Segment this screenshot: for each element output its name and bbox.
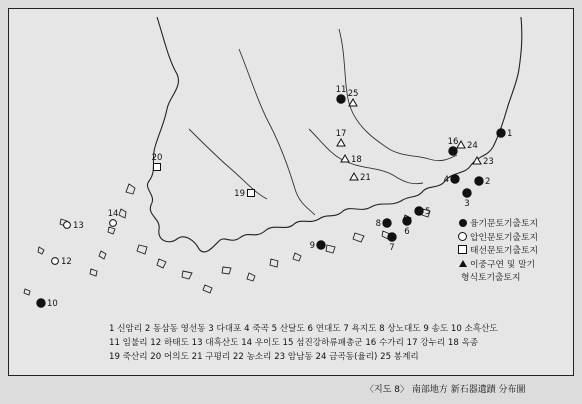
open-dot-marker xyxy=(52,258,59,265)
site-list-line: 11 임불리 12 하태도 13 대흑산도 14 우이도 15 섬진강하류패총군 16 수가리 17 강누리 18 옥종 xyxy=(109,338,479,348)
site-number-label: 24 xyxy=(467,141,478,151)
site-number-label: 23 xyxy=(483,157,494,167)
site-number-label: 6 xyxy=(404,227,410,237)
legend-label-open: 압인문토기출토지 xyxy=(470,232,538,243)
map-legend xyxy=(457,216,575,284)
site-number-label: 1 xyxy=(507,129,513,139)
square-marker xyxy=(154,164,161,171)
triangle-icon xyxy=(457,260,468,267)
map-canvas xyxy=(9,9,573,375)
site-number-label: 11 xyxy=(335,85,347,95)
square-icon xyxy=(457,245,468,254)
legend-label-continuation: 형식토기출토지 xyxy=(461,273,521,284)
filled-dot-marker xyxy=(37,299,45,307)
site-list-line: 1 신암리 2 동삼동 영선동 3 다대포 4 죽곡 5 산달도 6 연대도 7 욕지도 8 상노대도 9 송도 10 소흑산도 xyxy=(109,324,498,334)
site-number-label: 14 xyxy=(107,209,119,219)
map-frame xyxy=(8,8,574,376)
site-number-label: 16 xyxy=(447,137,459,147)
filled-dot-marker xyxy=(383,219,391,227)
site-number-label: 17 xyxy=(335,129,347,139)
site-number-label: 25 xyxy=(347,89,359,99)
site-number-label: 10 xyxy=(47,299,58,309)
legend-row-continuation xyxy=(457,270,575,284)
legend-label-triangle: 이중구연 및 말기 xyxy=(470,259,536,270)
legend-row-square xyxy=(457,243,575,257)
legend-row-filled xyxy=(457,216,575,230)
open-dot-icon xyxy=(457,232,468,241)
filled-dot-icon xyxy=(457,219,468,227)
map-caption: 〈지도 8〉 南部地方 新石器遺蹟 分布圖 xyxy=(365,385,526,395)
site-number-label: 4 xyxy=(443,175,449,185)
filled-dot-marker xyxy=(449,147,457,155)
filled-dot-marker xyxy=(463,189,471,197)
site-list xyxy=(109,322,579,364)
site-number-label: 12 xyxy=(61,257,72,267)
site-number-label: 19 xyxy=(234,189,245,199)
legend-label-filled: 융기문토기출토지 xyxy=(470,219,538,230)
site-number-label: 9 xyxy=(309,241,315,251)
site-number-label: 7 xyxy=(389,243,395,253)
filled-dot-marker xyxy=(403,217,411,225)
site-number-label: 3 xyxy=(464,199,470,209)
river-yeongsan xyxy=(189,129,267,199)
filled-dot-marker xyxy=(451,175,459,183)
filled-dot-marker xyxy=(415,207,423,215)
site-number-label: 18 xyxy=(351,155,362,165)
filled-dot-marker xyxy=(388,233,396,241)
filled-dot-marker xyxy=(317,241,325,249)
site-number-label: 20 xyxy=(151,153,163,163)
triangle-marker xyxy=(349,99,357,106)
site-number-label: 13 xyxy=(73,221,84,231)
island-group-southwest xyxy=(90,184,430,293)
triangle-marker xyxy=(341,155,349,162)
site-list-line: 19 죽산리 20 어의도 21 구평리 22 농소리 23 암남동 24 금곡동(율리) 25 봉계리 xyxy=(109,352,419,362)
legend-row-triangle xyxy=(457,257,575,271)
square-marker xyxy=(248,190,255,197)
legend-row-open xyxy=(457,230,575,244)
filled-dot-marker xyxy=(337,95,345,103)
legend-label-square: 태선문토기출토지 xyxy=(470,246,538,257)
site-number-label: 8 xyxy=(375,219,381,229)
open-dot-marker xyxy=(110,220,117,227)
triangle-marker xyxy=(337,139,345,146)
filled-dot-marker xyxy=(497,129,505,137)
triangle-marker xyxy=(350,173,358,180)
site-number-label: 21 xyxy=(360,173,371,183)
filled-dot-marker xyxy=(475,177,483,185)
site-number-label: 2 xyxy=(485,177,491,187)
site-number-label: 5 xyxy=(425,207,431,217)
open-dot-marker xyxy=(64,222,71,229)
map-markers xyxy=(37,85,513,309)
